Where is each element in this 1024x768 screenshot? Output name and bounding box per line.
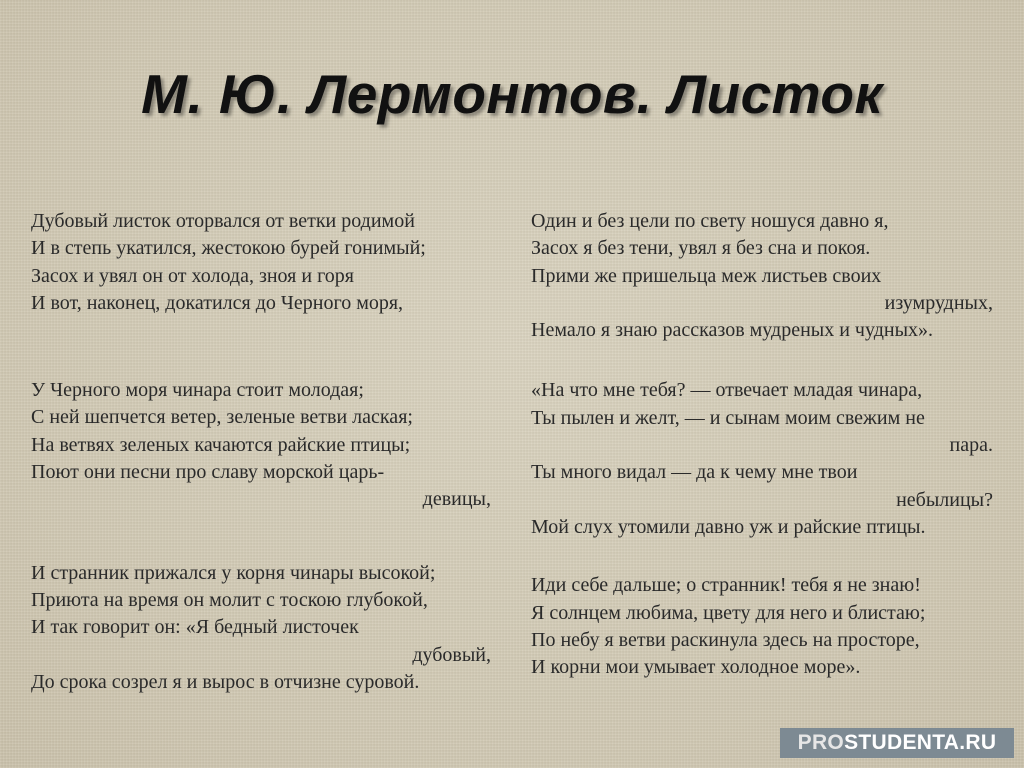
poem-line: Я солнцем любима, цвету для него и блистаю;: [531, 601, 926, 624]
poem-line: Ты много видал — да к чему мне твои: [531, 461, 858, 484]
watermark-prefix: PRO: [797, 731, 845, 754]
poem-line: «На что мне тебя? — отвечает младая чинара,: [531, 379, 923, 402]
poem-line: На ветвях зеленых качаются райские птицы;: [31, 433, 411, 456]
poem-line: Иди себе дальше; о странник! тебя я не знаю!: [531, 574, 921, 597]
poem-line: Приюта на время он молит с тоскою глубокой,: [31, 588, 428, 611]
poem-line: До срока созрел я и вырос в отчизне суровой.: [31, 670, 420, 693]
site-watermark: [780, 728, 1014, 758]
poem-left-column: [31, 208, 491, 696]
poem-line: И странник прижался у корня чинары высокой;: [31, 561, 436, 584]
poem-stanza: [31, 208, 491, 317]
poem-line: И в степь укатился, жестокою бурей гонимый;: [31, 237, 426, 260]
poem-line: пара.: [949, 434, 993, 457]
poem-line: Прими же пришельца меж листьев своих: [531, 264, 882, 287]
poem-stanza: [31, 560, 491, 696]
poem-line: изумрудных,: [884, 291, 993, 314]
poem-stanza: [531, 377, 993, 541]
watermark-domain: STUDENTA.RU: [844, 731, 997, 754]
poem-line: Мой слух утомили давно уж и райские птицы.: [531, 515, 926, 538]
poem-line: девицы,: [422, 488, 491, 511]
poem-line: Засох и увял он от холода, зноя и горя: [31, 264, 354, 287]
poem-line: дубовый,: [412, 643, 491, 666]
poem-stanza: [531, 572, 993, 681]
poem-line: И вот, наконец, докатился до Черного моря,: [31, 291, 404, 314]
poem-stanza: [31, 377, 491, 513]
poem-line: Дубовый листок оторвался от ветки родимой: [31, 210, 415, 232]
poem-line: небылицы?: [896, 488, 993, 511]
poem-line: Один и без цели по свету ношуся давно я,: [531, 210, 889, 232]
poem-line: И корни мои умывает холодное море».: [531, 656, 861, 679]
poem-line: С ней шепчется ветер, зеленые ветви лаская;: [31, 406, 413, 429]
poem-line: Ты пылен и желт, — и сынам моим свежим не: [531, 406, 925, 429]
poem-line: Немало я знаю рассказов мудреных и чудных».: [531, 319, 934, 342]
poem-right-column: [531, 208, 993, 681]
poem-stanza: [531, 208, 993, 344]
poem-line: И так говорит он: «Я бедный листочек: [31, 616, 359, 639]
poem-line: Поют они песни про славу морской царь-: [31, 461, 385, 484]
poem-line: По небу я ветви раскинула здесь на просторе,: [531, 628, 920, 651]
poem-line: Засох я без тени, увял я без сна и покоя.: [531, 237, 871, 260]
poem-line: У Черного моря чинара стоит молодая;: [31, 379, 364, 402]
slide-title: М. Ю. Лермонтов. Листок: [141, 63, 883, 125]
